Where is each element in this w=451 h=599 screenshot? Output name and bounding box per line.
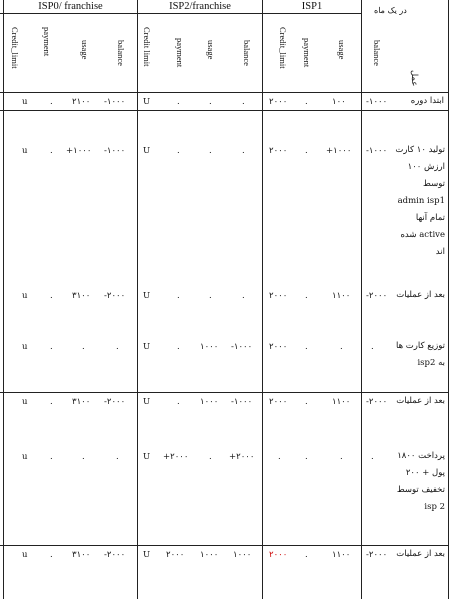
col-isp1-credit: Credit_limit [278, 27, 288, 69]
cell: ۱۱۰۰ [332, 397, 351, 407]
grid-line [448, 0, 449, 599]
cell: ۱۰۰۰ [200, 397, 219, 407]
grid-line [0, 392, 449, 393]
col-isp2-payment: payment [175, 38, 185, 68]
cell: . [116, 452, 119, 462]
cell: -۱۰۰۰ [366, 97, 388, 107]
cell: +۲۰۰۰ [229, 452, 255, 462]
cell: . [209, 146, 212, 156]
cell: . [82, 342, 85, 352]
cell: -۲۰۰۰ [366, 397, 388, 407]
cell: . [50, 291, 53, 301]
cell: . [50, 452, 53, 462]
cell: ۳۱۰۰ [72, 291, 91, 301]
cell: u [22, 550, 28, 560]
cell: -۲۰۰۰ [104, 397, 126, 407]
cell: . [242, 291, 245, 301]
cell: U [143, 397, 151, 407]
group-header-isp0: ISP0/ franchise [38, 1, 103, 12]
cell: . [50, 550, 53, 560]
col-isp0-balance: balance [116, 40, 126, 66]
cell: u [22, 97, 28, 107]
col-isp0-credit: Credit_limit [10, 27, 20, 69]
cell: ۱۰۰۰ [200, 342, 219, 352]
cell: . [177, 342, 180, 352]
cell: -۱۰۰۰ [366, 146, 388, 156]
cell: . [177, 397, 180, 407]
grid-line [0, 92, 449, 93]
group-header-isp2: ISP2/franchise [169, 1, 231, 12]
cell: -۱۰۰۰ [104, 146, 126, 156]
cell: ۳۱۰۰ [72, 550, 91, 560]
cell: -۲۰۰۰ [366, 550, 388, 560]
cell: ۳۱۰۰ [72, 397, 91, 407]
cell: u [22, 397, 28, 407]
grid-line [361, 0, 362, 599]
row-description: ابتدا دوره [410, 96, 444, 106]
cell: . [50, 397, 53, 407]
cell: . [340, 452, 343, 462]
cell: -۱۰۰۰ [104, 97, 126, 107]
cell: U [143, 452, 151, 462]
row-description: بعد از عملیات [396, 290, 445, 300]
cell: ۲۰۰۰ [269, 342, 288, 352]
cell: -۱۰۰۰ [231, 342, 253, 352]
cell: . [50, 342, 53, 352]
cell: U [143, 97, 151, 107]
cell: . [209, 452, 212, 462]
cell: . [340, 342, 343, 352]
cell: . [50, 146, 53, 156]
cell: ۲۰۰۰ [269, 97, 288, 107]
cell: . [305, 291, 308, 301]
row-description: توزیع کارت ها به isp2 [396, 341, 445, 368]
cell: ۲۰۰۰ [269, 146, 288, 156]
cell: ۲۰۰۰ [269, 397, 288, 407]
corner-label: در یک ماه [374, 6, 407, 15]
cell: . [177, 97, 180, 107]
cell: ۲۰۰۰ [166, 550, 185, 560]
cell: . [82, 452, 85, 462]
cell: . [177, 146, 180, 156]
cell: ۱۰۰۰ [233, 550, 252, 560]
cell: U [143, 146, 151, 156]
col-isp1-payment: payment [302, 38, 312, 68]
col-isp0-usage: usage [80, 40, 90, 60]
cell: +۱۰۰۰ [66, 146, 92, 156]
cell: . [242, 146, 245, 156]
cell: -۱۰۰۰ [231, 397, 253, 407]
corner-sub-label: عمل [410, 70, 420, 87]
col-isp2-usage: usage [206, 40, 216, 60]
grid-line [3, 0, 4, 599]
cell: U [143, 550, 151, 560]
cell: . [242, 97, 245, 107]
cell: ۱۱۰۰ [332, 291, 351, 301]
cell: . [209, 291, 212, 301]
cell: . [305, 146, 308, 156]
cell: U [143, 291, 151, 301]
cell: u [22, 146, 28, 156]
row-description: بعد از عملیات [396, 396, 445, 406]
cell: . [278, 452, 281, 462]
group-header-isp1: ISP1 [301, 1, 323, 12]
cell: u [22, 291, 28, 301]
cell: . [177, 291, 180, 301]
grid-line [262, 0, 263, 599]
col-isp2-balance: balance [242, 40, 252, 66]
cell: -۲۰۰۰ [104, 550, 126, 560]
col-isp0-payment: payment [42, 27, 52, 57]
cell-highlighted: ۲۰۰۰ [269, 550, 288, 560]
cell: . [305, 342, 308, 352]
row-description: بعد از عملیات [396, 549, 445, 559]
cell: . [305, 550, 308, 560]
cell: ۲۰۰۰ [269, 291, 288, 301]
grid-line [137, 0, 138, 599]
row-description: تولید ۱۰ کارت ارزش ۱۰۰ توسط admin isp1 تمام آنها active شده اند [395, 145, 445, 257]
cell: U [143, 342, 151, 352]
cell: u [22, 452, 28, 462]
grid-line [0, 110, 449, 111]
cell: ۱۰۰۰ [200, 550, 219, 560]
cell: . [50, 97, 53, 107]
col-isp1-usage: usage [337, 40, 347, 60]
cell: . [371, 342, 374, 352]
cell: u [22, 342, 28, 352]
cell: . [305, 397, 308, 407]
cell: ۲۱۰۰ [72, 97, 91, 107]
cell: . [371, 452, 374, 462]
cell: . [305, 97, 308, 107]
cell: ۱۰۰ [332, 97, 346, 107]
row-description: پرداخت ۱۸۰۰ پول + ۲۰۰ تخفیف توسط isp 2 [396, 451, 445, 512]
grid-line [0, 545, 449, 546]
cell: . [209, 97, 212, 107]
cell: . [116, 342, 119, 352]
col-isp1-balance: balance [372, 40, 382, 66]
cell: ۱۱۰۰ [332, 550, 351, 560]
cell: +۱۰۰۰ [326, 146, 352, 156]
col-isp2-credit: Credit limit [142, 27, 152, 67]
cell: . [305, 452, 308, 462]
cell: +۲۰۰۰ [163, 452, 189, 462]
cell: -۲۰۰۰ [366, 291, 388, 301]
cell: -۲۰۰۰ [104, 291, 126, 301]
grid-line [0, 13, 362, 14]
